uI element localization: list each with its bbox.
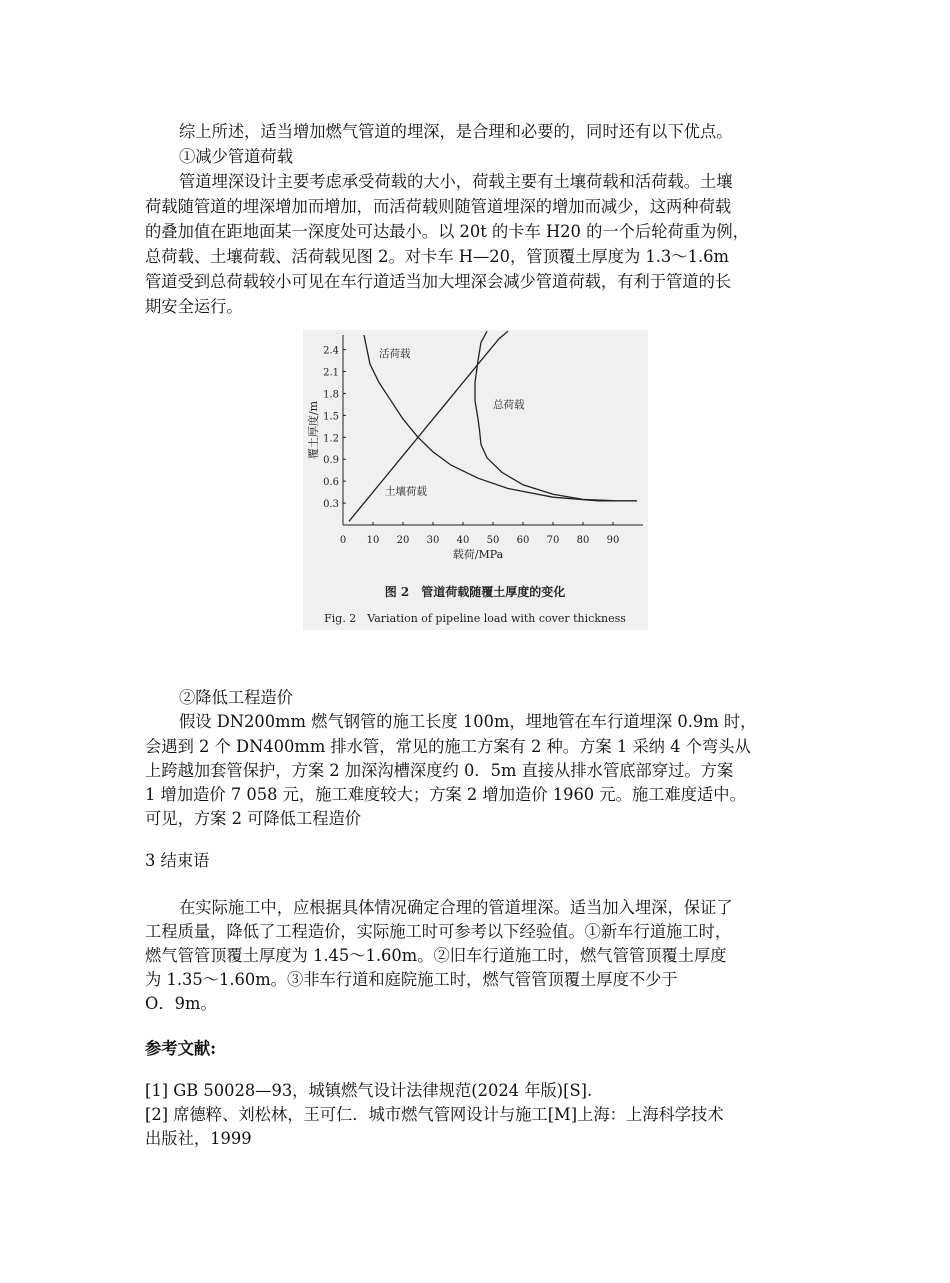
figure-caption-cn: 图 2 管道荷载随覆土厚度的变化 [384,585,566,599]
paragraph-line: 工程质量，降低了工程造价，实际施工时可参考以下经验值。①新车行道施工时， [145,922,732,941]
x-tick-label: 80 [576,535,590,546]
subheading-reduce-cost: ②降低工程造价 [179,688,293,707]
y-tick-label: 1.8 [323,389,339,401]
series-label-soil: 土壤荷载 [385,485,427,498]
x-tick-label: 70 [546,535,560,546]
series-line-2 [349,331,508,521]
series-line-1 [475,331,637,501]
x-tick-label: 20 [396,535,410,546]
paragraph-line: 总荷载、土壤荷载、活荷载见图 2。对卡车 H—20，管顶覆土厚度为 1.3～1.6m [145,247,729,266]
y-tick-label: 2.4 [323,345,339,357]
figure-2 [303,330,648,630]
y-axis-label: 覆土厚度/m [307,400,320,460]
x-tick-label: 30 [426,535,440,546]
x-tick-label: 50 [486,535,500,546]
references-heading: 参考文献: [145,1039,217,1058]
y-tick-label: 0.6 [323,477,339,489]
paragraph-line: 综上所述，适当增加燃气管道的埋深，是合理和必要的，同时还有以下优点。 [179,122,733,141]
paragraph-line: 管道埋深设计主要考虑承受荷载的大小，荷载主要有土壤荷载和活荷载。土壤 [179,172,733,191]
subheading-reduce-load: ①减少管道荷载 [179,147,293,166]
reference-item: 出版社，1999 [145,1129,252,1148]
x-tick-label: 90 [606,535,620,546]
y-tick-label: 1.5 [323,411,339,423]
reference-item: [2] 席德粹、刘松林，王可仁．城市燃气管网设计与施工[M]上海：上海科学技术 [145,1105,724,1124]
y-tick-label: 1.2 [323,433,339,445]
paragraph-line: 荷载随管道的埋深增加而增加，而活荷载则随管道埋深的增加而减少，这两种荷载 [145,197,732,216]
x-tick-label: 10 [366,535,380,546]
figure-caption-en: Fig. 2 Variation of pipeline load with cover thickness [324,612,626,625]
y-tick-label: 2.1 [323,367,339,379]
paragraph-line: 在实际施工中，应根据具体情况确定合理的管道埋深。适当加入埋深，保证了 [179,898,733,917]
x-tick-label: 0 [339,535,347,546]
series-label-total: 总荷载 [493,399,525,412]
y-tick-label: 0.3 [323,499,339,511]
paragraph-line: 的叠加值在距地面某一深度处可达最小。以 20t 的卡车 H20 的一个后轮荷重为例， [145,222,749,241]
series-label-live: 活荷载 [379,347,411,360]
reference-item: [1] GB 50028—93，城镇燃气设计法律规范(2024 年版)[S]. [145,1081,593,1100]
x-axis-label: 载荷/MPa [452,548,504,561]
paragraph-line: 1 增加造价 7 058 元，施工难度较大；方案 2 增加造价 1960 元。施工难度适中。 [145,785,746,804]
paragraph-line: 燃气管管顶覆土厚度为 1.45～1.60m。②旧车行道施工时，燃气管管顶覆土厚度 [145,946,727,965]
paragraph-line: 为 1.35～1.60m。③非车行道和庭院施工时，燃气管管顶覆土厚度不少于 [145,970,678,989]
x-tick-label: 60 [516,535,530,546]
paragraph-line: 期安全运行。 [145,297,243,316]
paragraph-line: 会遇到 2 个 DN400mm 排水管，常见的施工方案有 2 种。方案 1 采纳 4 个弯头从 [145,737,751,756]
paragraph-line: 管道受到总荷载较小可见在车行道适当加大埋深会减少管道荷载，有利于管道的长 [145,272,732,291]
x-tick-label: 40 [456,535,470,546]
paragraph-line: 可见，方案 2 可降低工程造价 [145,809,362,828]
load-chart [303,330,648,630]
paragraph-line: 假设 DN200mm 燃气钢管的施工长度 100m，埋地管在车行道埋深 0.9m 时， [179,712,757,731]
paragraph-line: 上跨越加套管保护，方案 2 加深沟槽深度约 0．5m 直接从排水管底部穿过。方案 [145,761,734,780]
section-heading-conclusion: 3 结束语 [145,851,210,870]
paragraph-line: O．9m。 [145,994,217,1013]
y-tick-label: 0.9 [323,455,339,467]
